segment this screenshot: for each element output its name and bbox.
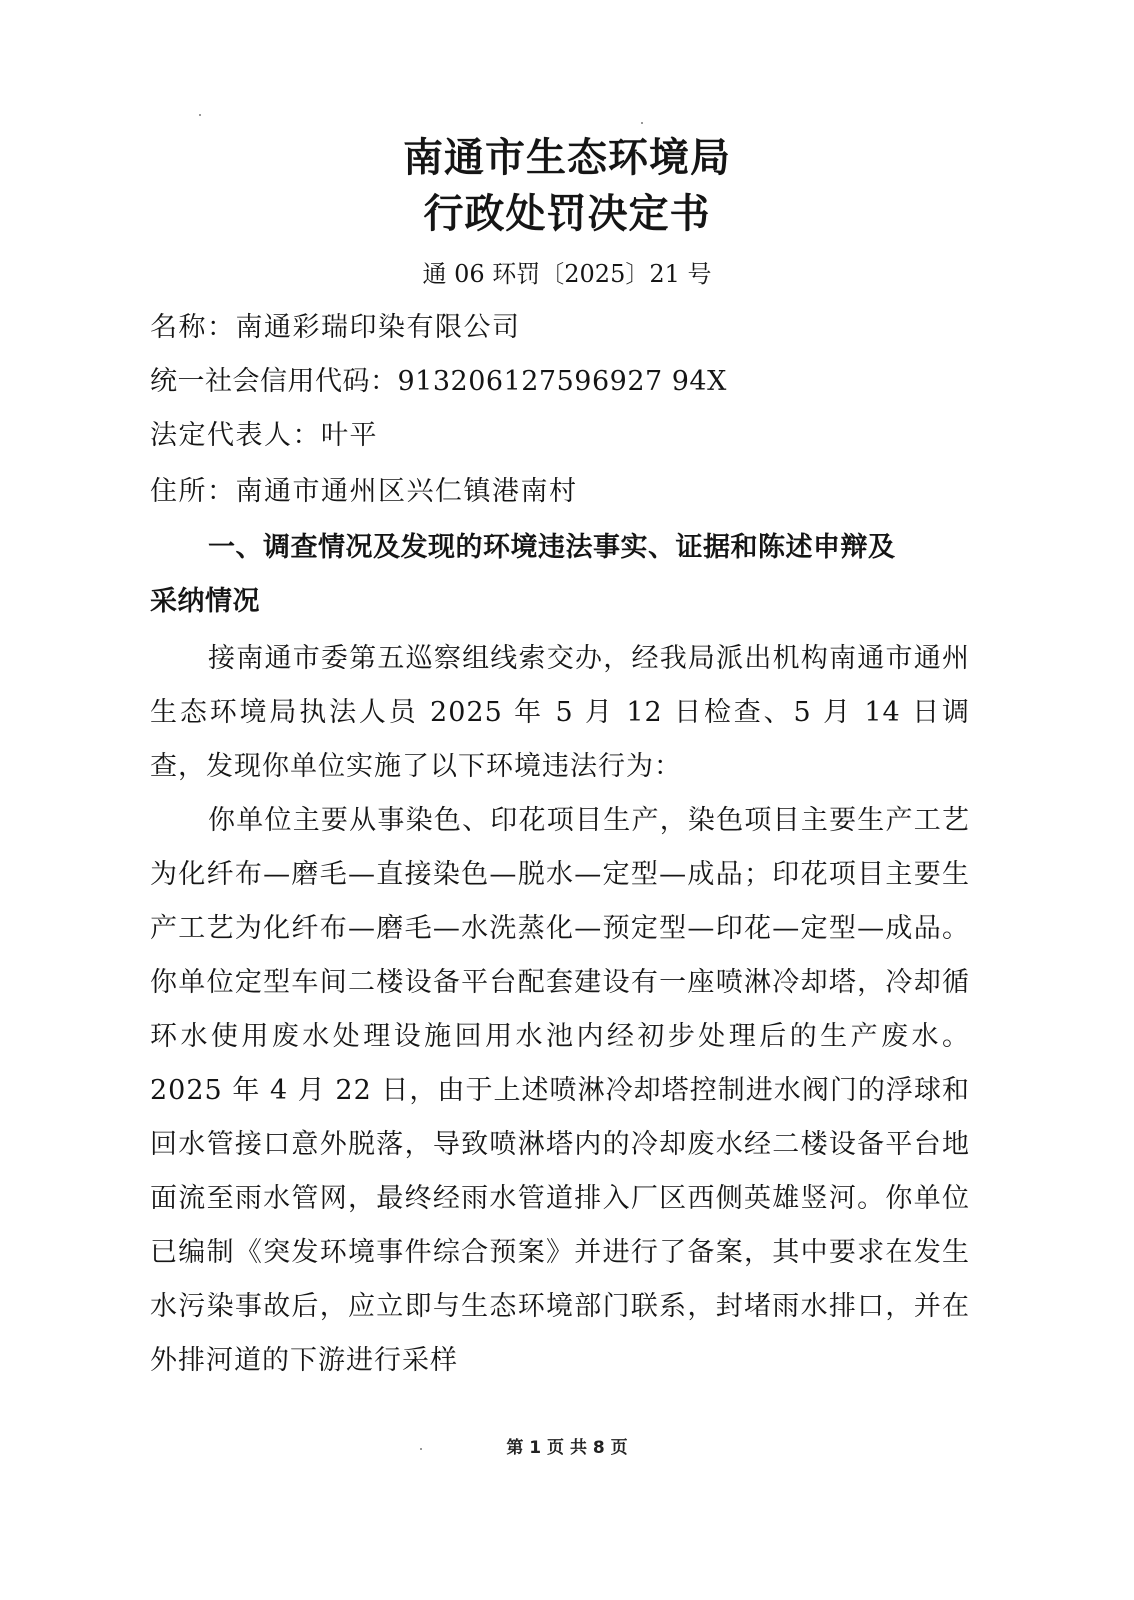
scan-speck [199, 114, 201, 116]
section-heading-line-2: 采纳情况 [150, 586, 260, 617]
party-name: 名称：南通彩瑞印染有限公司 [150, 312, 521, 343]
scan-speck [641, 122, 643, 124]
page-footer: 第 1 页 共 8 页 [506, 1438, 628, 1458]
party-credit-code: 统一社会信用代码：913206127596927 94X [150, 366, 727, 397]
document-title: 行政处罚决定书 [423, 190, 711, 237]
paragraph-violation-facts: 你单位主要从事染色、印花项目生产，染色项目主要生产工艺为化纤布—磨毛—直接染色—脱水—定型—成品；印花项目主要生产工艺为化纤布—磨毛—水洗蒸化—预定型—印花—定型—成品。你单位定型车间二楼设备平台配套建设有一座喷淋冷却塔，冷却循环水使用废水处理设施回用水池内经初步处理后的生产废水。2025 年 4 月 22 日，由于上述喷淋冷却塔控制进水阀门的浮球和回水管接口意外脱落，导致喷淋塔内的冷却废水经二楼设备平台地面流至雨水管网，最终经雨水管道排入厂区西侧英雄竖河。你单位已编制《突发环境事件综合预案》并进行了备案，其中要求在发生水污染事故后，应立即与生态环境部门联系，封堵雨水排口，并在外排河道的下游进行采样 [150, 805, 970, 1376]
party-address: 住所：南通市通州区兴仁镇港南村 [150, 476, 578, 507]
issuer-title: 南通市生态环境局 [403, 134, 731, 181]
section-heading-line-1: 一、调查情况及发现的环境违法事实、证据和陈述申辩及 [208, 532, 896, 563]
party-legal-representative: 法定代表人：叶平 [150, 420, 378, 451]
paragraph-investigation: 接南通市委第五巡察组线索交办，经我局派出机构南通市通州生态环境局执法人员 2025 年 5 月 12 日检查、5 月 14 日调查，发现你单位实施了以下环境违法行为： [150, 643, 970, 782]
document-number: 通 06 环罚〔2025〕21 号 [422, 260, 712, 288]
